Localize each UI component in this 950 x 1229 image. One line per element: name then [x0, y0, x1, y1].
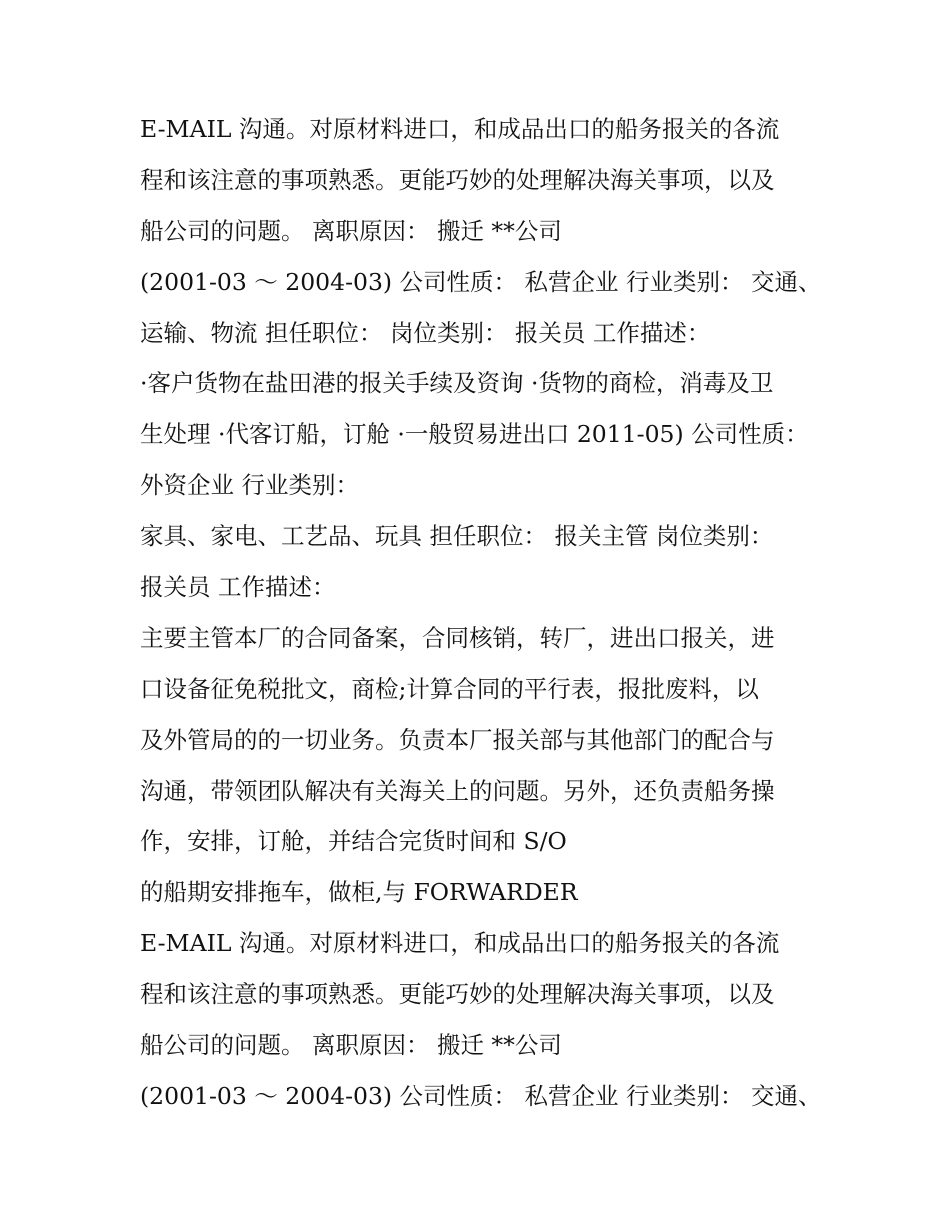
- text-line: E-MAIL 沟通。对原材料进口，和成品出口的船务报关的各流: [140, 115, 780, 143]
- text-line: 程和该注意的事项熟悉。更能巧妙的处理解决海关事项，以及: [140, 165, 775, 194]
- text-line: 及外管局的的一切业务。负责本厂报关部与其他部门的配合与: [140, 725, 775, 754]
- text-line: (2001-03 ～ 2004-03) 公司性质： 私营企业 行业类别： 交通、: [140, 267, 822, 296]
- text-line: 作，安排，订舱，并结合完货时间和 S/O: [140, 827, 567, 856]
- text-line: 船公司的问题。 离职原因： 搬迁 **公司: [140, 216, 562, 245]
- text-line: 程和该注意的事项熟悉。更能巧妙的处理解决海关事项，以及: [140, 980, 775, 1009]
- text-line: 运输、物流 担任职位： 岗位类别： 报关员 工作描述：: [140, 318, 711, 347]
- text-line: 船公司的问题。 离职原因： 搬迁 **公司: [140, 1031, 562, 1060]
- text-line: E-MAIL 沟通。对原材料进口，和成品出口的船务报关的各流: [140, 929, 780, 958]
- resume-text-body: [140, 104, 830, 1122]
- text-line: (2001-03 ～ 2004-03) 公司性质： 私营企业 行业类别： 交通、: [140, 1081, 822, 1110]
- text-line: 报关员 工作描述：: [140, 573, 336, 602]
- text-line: 沟通，带领团队解决有关海关上的问题。另外，还负责船务操: [140, 776, 775, 805]
- text-line: ·客户货物在盐田港的报关手续及资询 ·货物的商检，消毒及卫: [140, 369, 774, 398]
- text-line: 的船期安排拖车，做柜,与 FORWARDER: [140, 878, 578, 907]
- text-line: 家具、家电、工艺品、玩具 担任职位： 报关主管 岗位类别：: [140, 522, 774, 551]
- text-line: 生处理 ·代客订船，订舱 ·一般贸易进出口 2011-05) 公司性质：: [140, 420, 809, 449]
- text-line: 主要主管本厂的合同备案，合同核销，转厂，进出口报关，进: [140, 623, 775, 652]
- text-line: 外资企业 行业类别：: [140, 471, 359, 500]
- text-line: 口设备征免税批文，商检;计算合同的平行表，报批废料，以: [140, 674, 759, 703]
